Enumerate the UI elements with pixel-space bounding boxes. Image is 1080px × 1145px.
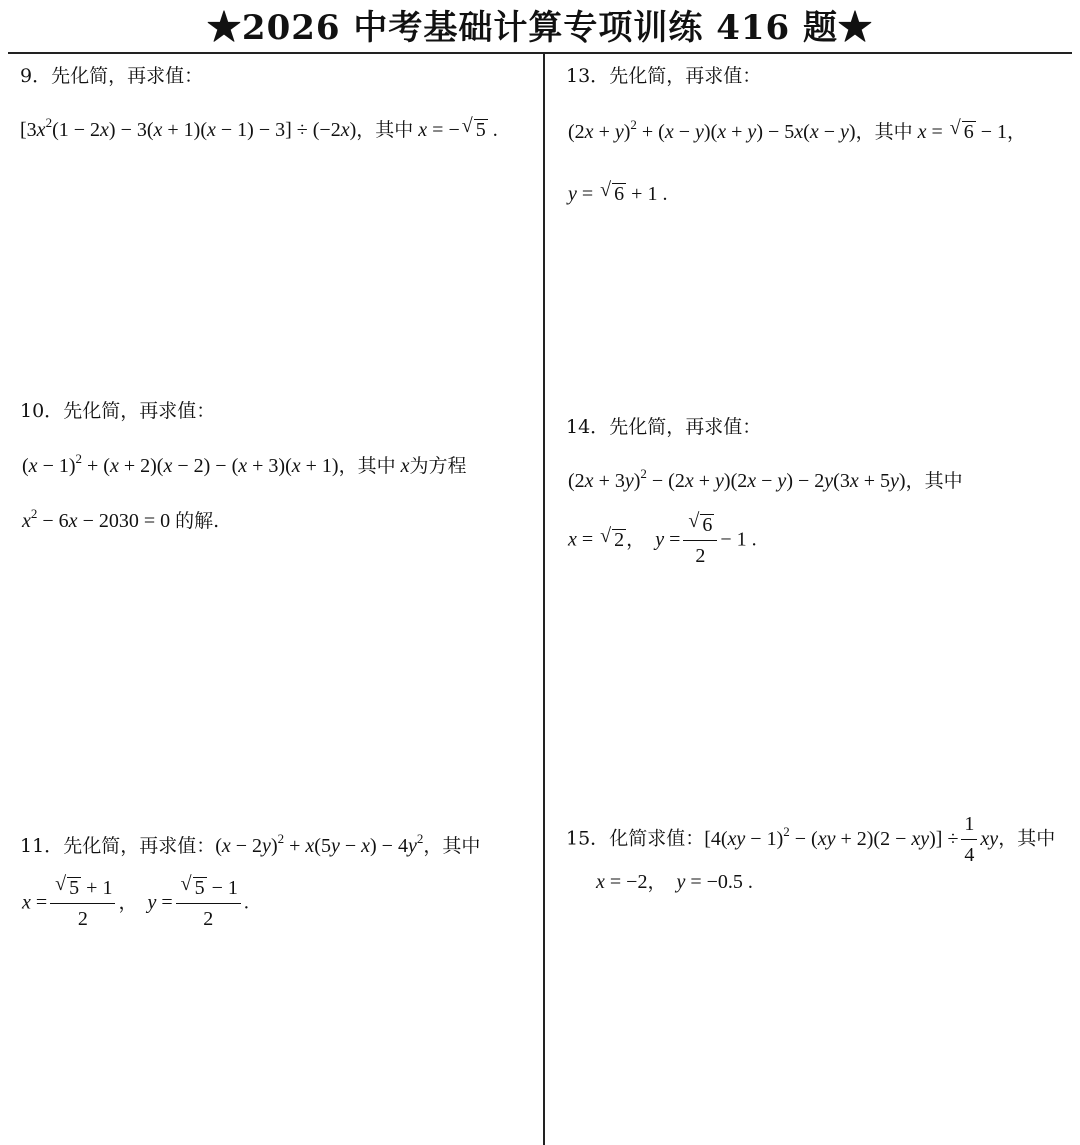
- problem-expression: $(x - 2y)^2 + x(5y - x) - 4y^2$: [215, 831, 424, 857]
- problem-instruction: 先化简，再求值：: [63, 400, 216, 422]
- problem-instruction: 先化简，再求值：: [51, 65, 204, 87]
- problem-expression: $(2x + y)^2 + (x - y)(x + y) - 5x(x - y)$，其中 x = √ 6 − 1，: [568, 117, 1027, 143]
- problem-condition: $x^2 - 6x - 2030 = 0$ 的解.: [22, 506, 220, 532]
- problem-instruction: 化简求值：: [609, 827, 705, 850]
- problem-number: 11．: [20, 835, 64, 857]
- problem-number: 15．: [566, 827, 610, 850]
- problem-instruction: 先化简，再求值：: [609, 65, 762, 87]
- problem-expression: [4(xy − 1)$^2$ − (xy + 2)(2 − xy)] ÷ $\frac{1}{4}$ xy: [704, 813, 999, 866]
- title-rule: [8, 52, 1072, 54]
- problem-condition: x = √ 2 ， y = √ 6 2 − 1 .: [568, 510, 757, 567]
- problem-condition: y = √ 6 + 1 .: [568, 179, 668, 205]
- problem-number: 9．: [20, 65, 52, 87]
- problem-number: 13．: [566, 65, 610, 87]
- problem-expression: $[3x^2(1 - 2x) - 3(x + 1)(x - 1) - 3] \div (-2x)$，其中 x = − √ 5 .: [20, 115, 498, 141]
- problem-expression: $(2x + 3y)^2 - (2x + y)(2x - y) - 2y(3x + 5y)$，其中: [568, 466, 963, 492]
- problem-condition: x = −2， y = −0.5 .: [596, 871, 753, 893]
- problem-expression: $(x - 1)^2 + (x + 2)(x - 2) - (x + 3)(x + 1)$，其中 x为方程: [22, 451, 467, 477]
- page-title: ★2026 中考基础计算专项训练 416 题★: [206, 8, 874, 48]
- problem-condition: x = √ 5 + 1 2 ， y = √ 5 − 1 2 .: [22, 873, 249, 930]
- column-divider: [543, 53, 545, 1145]
- problem-number: 10．: [20, 400, 64, 422]
- problem-instruction: 先化简，再求值：: [63, 835, 216, 857]
- problem-instruction: 先化简，再求值：: [609, 416, 762, 438]
- problem-number: 14．: [566, 416, 610, 438]
